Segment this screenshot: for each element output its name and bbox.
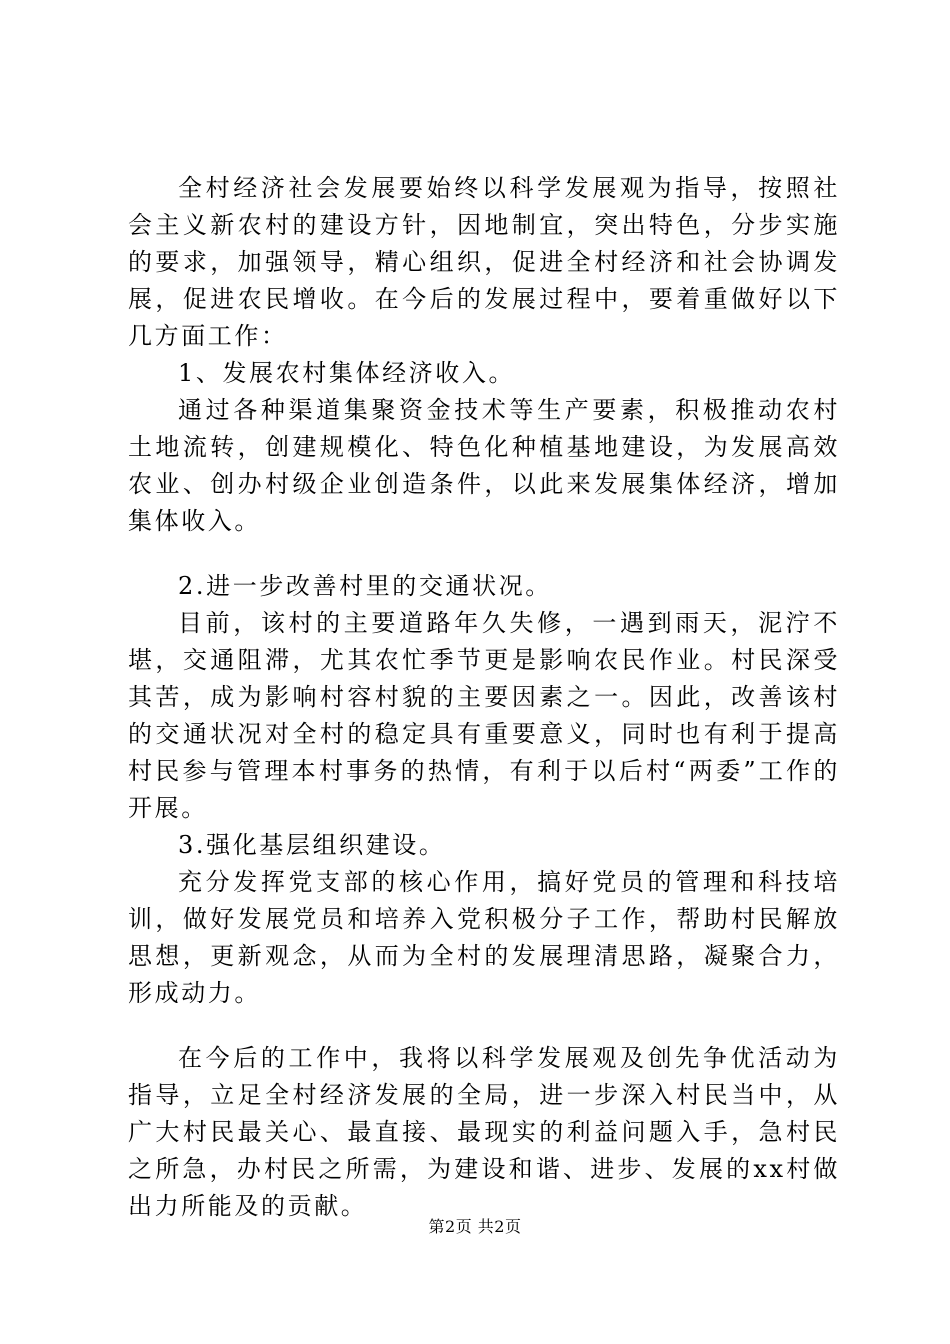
page-number-footer: 第2页 共2页 xyxy=(428,1217,522,1236)
section-body-2: 目前，该村的主要道路年久失修，一遇到雨天，泥泞不堪，交通阻滞，尤其农忙季节更是影响农民作业。村民深受其苦，成为影响村容村貌的主要因素之一。因此，改善该村的交通状况对全村的稳定具有重要意义，同时也有利于提高村民参与管理本村事务的热情，有利于以后村“两委”工作的开展。 xyxy=(128,609,840,822)
section-body-1: 通过各种渠道集聚资金技术等生产要素，积极推动农村土地流转，创建规模化、特色化种植基地建设，为发展高效农业、创办村级企业创造条件，以此来发展集体经济，增加集体收入。 xyxy=(128,396,840,535)
document-body xyxy=(128,170,840,1225)
intro-paragraph: 全村经济社会发展要始终以科学发展观为指导，按照社会主义新农村的建设方针，因地制宜，突出特色，分步实施的要求，加强领导，精心组织，促进全村经济和社会协调发展，促进农民增收。在今后的发展过程中，要着重做好以下几方面工作： xyxy=(128,174,840,350)
section-heading-2: 2.进一步改善村里的交通状况。 xyxy=(178,572,552,600)
closing-paragraph: 在今后的工作中，我将以科学发展观及创先争优活动为指导，立足全村经济发展的全局，进一步深入村民当中，从广大村民最关心、最直接、最现实的利益问题入手，急村民之所急，办村民之所需，为建设和谐、进步、发展的xx村做出力所能及的贡献。 xyxy=(128,1044,840,1220)
section-heading-3: 3.强化基层组织建设。 xyxy=(178,831,446,859)
section-heading-1: 1、发展农村集体经济收入。 xyxy=(178,359,516,387)
section-body-3: 充分发挥党支部的核心作用，搞好党员的管理和科技培训，做好发展党员和培养入党积极分子工作，帮助村民解放思想，更新观念，从而为全村的发展理清思路，凝聚合力，形成动力。 xyxy=(128,868,840,1007)
